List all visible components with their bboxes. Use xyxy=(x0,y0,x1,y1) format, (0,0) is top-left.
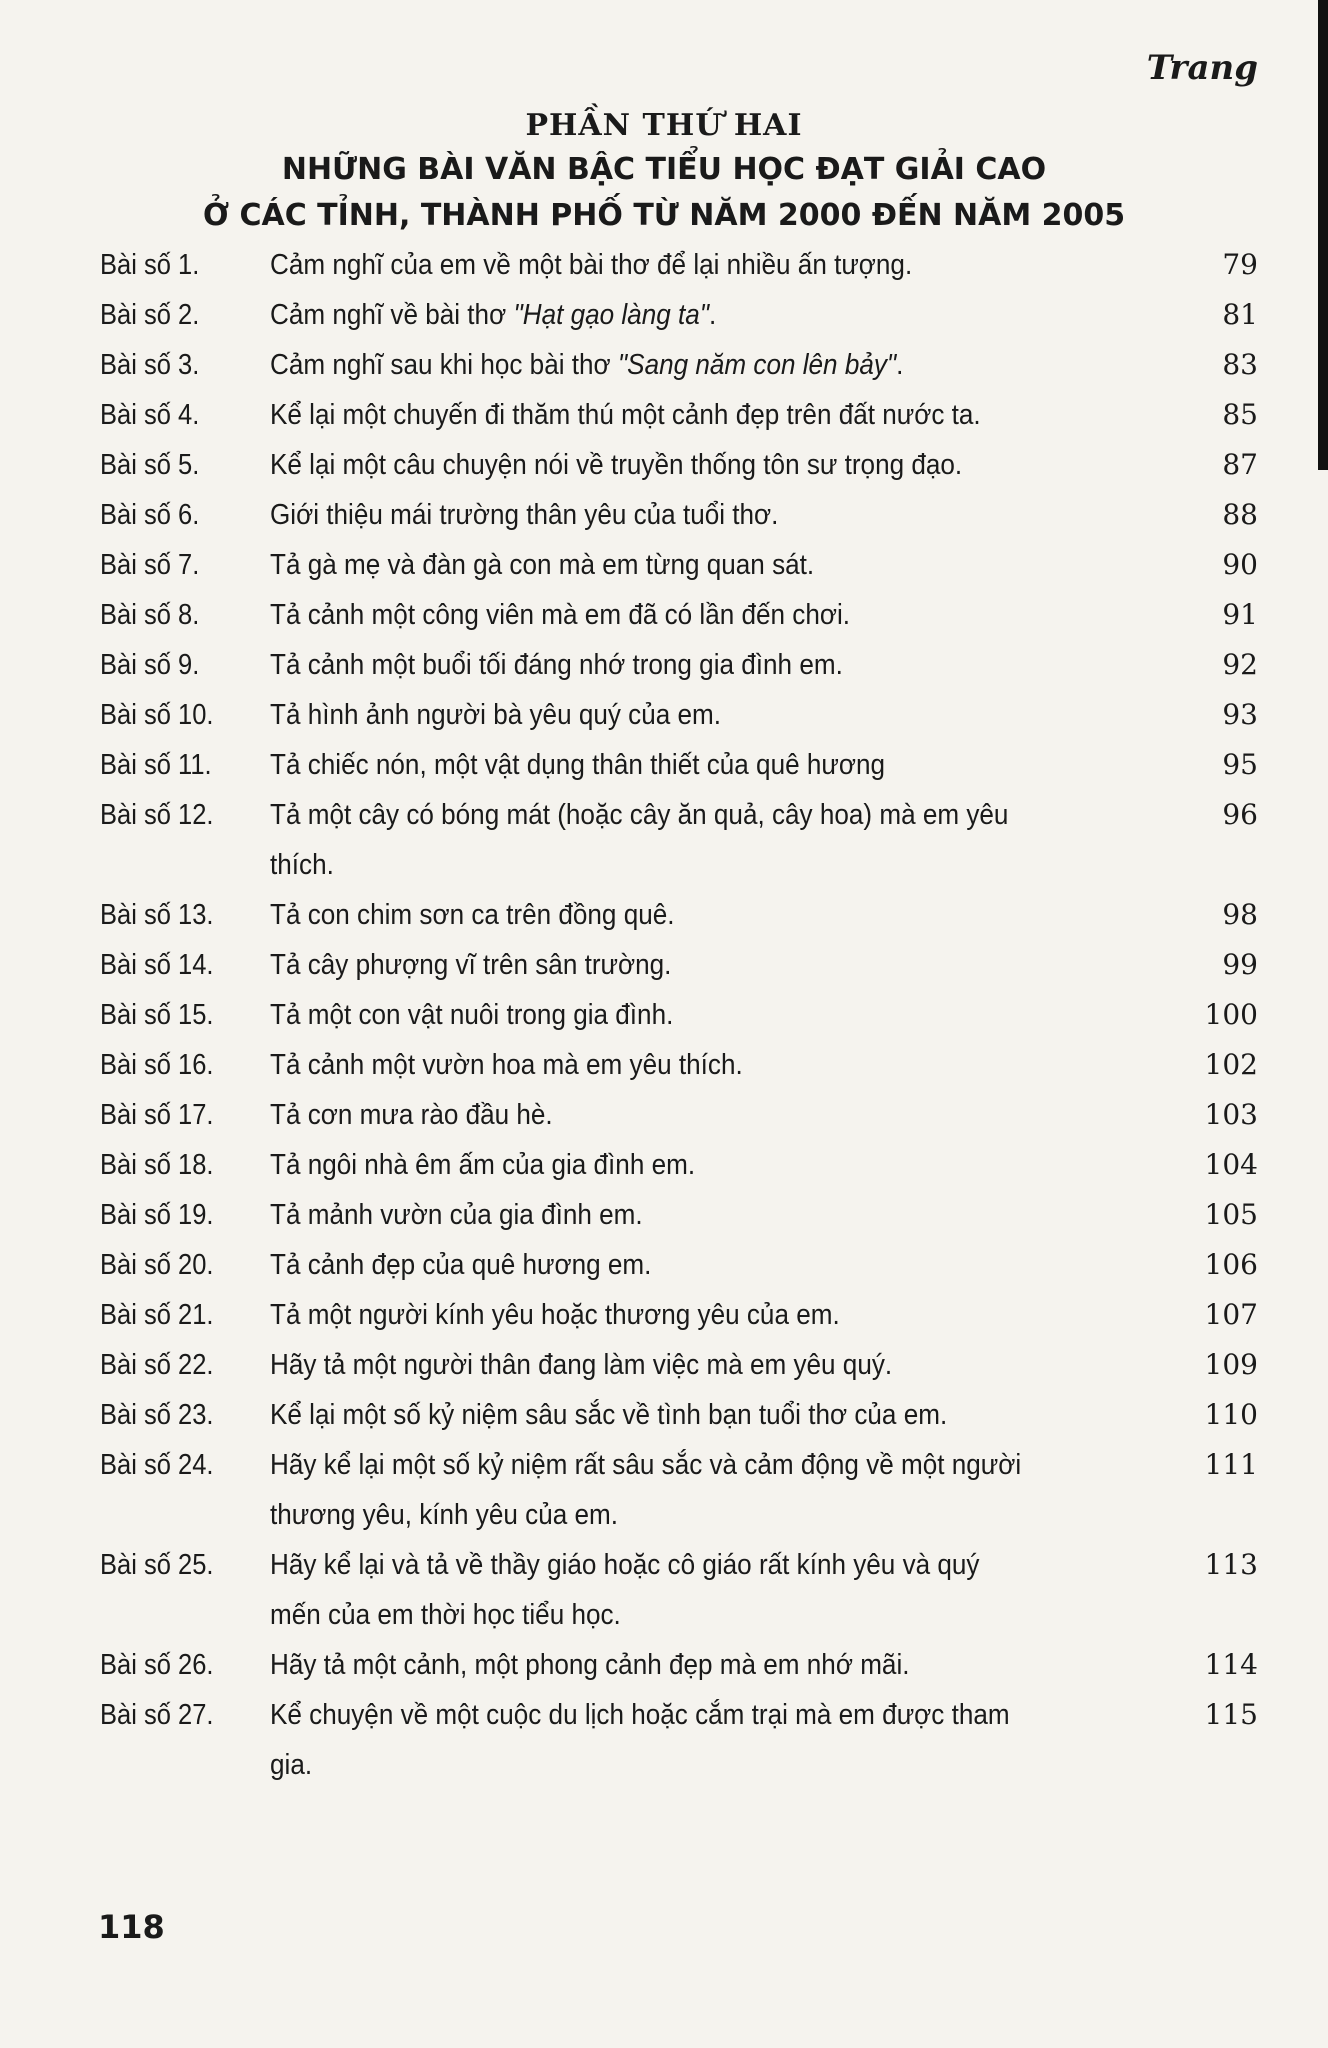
toc-entry xyxy=(0,1290,1328,1340)
page-column-label: Trang xyxy=(1146,48,1258,88)
entry-page-number: 91 xyxy=(1222,598,1258,631)
toc-entry xyxy=(0,540,1328,590)
entry-page-number: 90 xyxy=(1222,548,1258,581)
entry-title: Tả gà mẹ và đàn gà con mà em từng quan sát. xyxy=(270,549,815,581)
entry-number: Bài số 19. xyxy=(100,1199,214,1231)
entry-number: Bài số 12. xyxy=(100,799,214,831)
entry-page-number: 96 xyxy=(1222,798,1258,831)
entry-number: Bài số 7. xyxy=(100,549,200,581)
entry-page-number: 115 xyxy=(1204,1698,1258,1731)
entry-title-text: . xyxy=(896,349,904,381)
entry-number: Bài số 9. xyxy=(100,649,200,681)
entry-page-number: 109 xyxy=(1204,1348,1258,1381)
toc-entry xyxy=(0,440,1328,490)
section-title-line-1: NHỮNG BÀI VĂN BẬC TIỂU HỌC ĐẠT GIẢI CAO xyxy=(281,152,1047,187)
entry-number: Bài số 5. xyxy=(100,449,200,481)
entry-number: Bài số 26. xyxy=(100,1649,214,1681)
entry-title: Tả hình ảnh người bà yêu quý của em. xyxy=(270,699,722,731)
entry-title: Kể lại một chuyến đi thăm thú một cảnh đẹp trên đất nước ta. xyxy=(270,399,981,431)
entry-page-number: 110 xyxy=(1204,1398,1258,1431)
toc-entry xyxy=(0,590,1328,640)
entry-page-number: 102 xyxy=(1204,1048,1258,1081)
toc-entry xyxy=(0,1040,1328,1090)
entry-number: Bài số 23. xyxy=(100,1399,214,1431)
entry-quoted-title: "Hạt gạo làng ta" xyxy=(513,299,710,331)
entry-title-text: Cảm nghĩ về bài thơ xyxy=(270,299,514,331)
entry-number: Bài số 4. xyxy=(100,399,200,431)
part-heading: PHẦN THỨ HAI xyxy=(525,108,803,143)
entry-page-number: 88 xyxy=(1222,498,1258,531)
toc-entry xyxy=(0,1690,1328,1790)
entry-title: Tả một cây có bóng mát (hoặc cây ăn quả, cây hoa) mà em yêu thích. xyxy=(270,799,1009,881)
entry-title-text: Cảm nghĩ sau khi học bài thơ xyxy=(270,349,618,381)
toc-entry xyxy=(0,640,1328,690)
toc-entry xyxy=(0,390,1328,440)
entry-page-number: 79 xyxy=(1222,248,1258,281)
toc-entry xyxy=(0,1140,1328,1190)
toc-entry xyxy=(0,1190,1328,1240)
entry-page-number: 105 xyxy=(1204,1198,1258,1231)
toc-entry xyxy=(0,690,1328,740)
toc-entry xyxy=(0,1540,1328,1640)
entry-title: Tả cảnh một buổi tối đáng nhớ trong gia đình em. xyxy=(270,649,843,681)
entry-title: Hãy kể lại một số kỷ niệm rất sâu sắc và cảm động về một người thương yêu, kính yêu của em. xyxy=(270,1449,1022,1531)
entry-title xyxy=(270,340,1026,390)
entry-page-number: 103 xyxy=(1204,1098,1258,1131)
entry-title: Kể lại một câu chuyện nói về truyền thống tôn sư trọng đạo. xyxy=(270,449,963,481)
entry-quoted-title: "Sang năm con lên bảy" xyxy=(617,349,897,381)
toc-entry xyxy=(0,290,1328,340)
toc-entry xyxy=(0,1640,1328,1690)
entry-number: Bài số 6. xyxy=(100,499,200,531)
entry-number: Bài số 18. xyxy=(100,1149,214,1181)
entry-number: Bài số 15. xyxy=(100,999,214,1031)
entry-title: Kể lại một số kỷ niệm sâu sắc về tình bạn tuổi thơ của em. xyxy=(270,1399,948,1431)
entry-title xyxy=(270,290,1026,340)
entry-title: Cảm nghĩ của em về một bài thơ để lại nhiều ấn tượng. xyxy=(270,249,913,281)
toc-entry xyxy=(0,1440,1328,1540)
entry-page-number: 111 xyxy=(1204,1448,1258,1481)
entry-number: Bài số 16. xyxy=(100,1049,214,1081)
entry-page-number: 114 xyxy=(1204,1648,1258,1681)
toc-entry xyxy=(0,790,1328,890)
entry-number: Bài số 13. xyxy=(100,899,214,931)
toc-entry xyxy=(0,1340,1328,1390)
entry-number: Bài số 21. xyxy=(100,1299,214,1331)
entry-page-number: 99 xyxy=(1222,948,1258,981)
section-title-line-2: Ở CÁC TỈNH, THÀNH PHỐ TỪ NĂM 2000 ĐẾN NĂM 2005 xyxy=(202,198,1126,233)
entry-number: Bài số 2. xyxy=(100,299,200,331)
toc-entry xyxy=(0,1390,1328,1440)
entry-title: Tả chiếc nón, một vật dụng thân thiết của quê hương xyxy=(270,749,885,781)
entry-page-number: 107 xyxy=(1204,1298,1258,1331)
entry-page-number: 87 xyxy=(1222,448,1258,481)
entry-title: Hãy tả một người thân đang làm việc mà em yêu quý. xyxy=(270,1349,893,1381)
toc-entry xyxy=(0,340,1328,390)
entry-number: Bài số 10. xyxy=(100,699,214,731)
entry-number: Bài số 3. xyxy=(100,349,200,381)
entry-page-number: 113 xyxy=(1204,1548,1258,1581)
entry-page-number: 93 xyxy=(1222,698,1258,731)
entry-title: Hãy tả một cảnh, một phong cảnh đẹp mà em nhớ mãi. xyxy=(270,1649,910,1681)
entry-page-number: 106 xyxy=(1204,1248,1258,1281)
entry-title: Tả cảnh đẹp của quê hương em. xyxy=(270,1249,652,1281)
entry-number: Bài số 11. xyxy=(100,749,212,781)
entry-number: Bài số 14. xyxy=(100,949,214,981)
entry-title: Hãy kể lại và tả về thầy giáo hoặc cô giáo rất kính yêu và quý mến của em thời học tiểu học. xyxy=(270,1549,980,1631)
entry-number: Bài số 8. xyxy=(100,599,200,631)
toc-entry xyxy=(0,990,1328,1040)
entry-page-number: 100 xyxy=(1204,998,1258,1031)
entry-title: Giới thiệu mái trường thân yêu của tuổi thơ. xyxy=(270,499,779,531)
toc-entry xyxy=(0,1090,1328,1140)
toc-entry xyxy=(0,890,1328,940)
entry-title: Tả một người kính yêu hoặc thương yêu của em. xyxy=(270,1299,840,1331)
entry-number: Bài số 1. xyxy=(100,249,200,281)
entry-page-number: 83 xyxy=(1222,348,1258,381)
entry-number: Bài số 27. xyxy=(100,1699,214,1731)
entry-number: Bài số 22. xyxy=(100,1349,214,1381)
entry-page-number: 98 xyxy=(1222,898,1258,931)
entry-page-number: 85 xyxy=(1222,398,1258,431)
toc-entry xyxy=(0,940,1328,990)
entry-page-number: 104 xyxy=(1204,1148,1258,1181)
entry-title: Tả cơn mưa rào đầu hè. xyxy=(270,1099,553,1131)
entry-title: Tả cảnh một vườn hoa mà em yêu thích. xyxy=(270,1049,743,1081)
entry-number: Bài số 17. xyxy=(100,1099,214,1131)
entry-number: Bài số 20. xyxy=(100,1249,214,1281)
entry-title: Tả cây phượng vĩ trên sân trường. xyxy=(270,949,672,981)
entry-title: Tả ngôi nhà êm ấm của gia đình em. xyxy=(270,1149,696,1181)
toc-entry xyxy=(0,240,1328,290)
table-of-contents xyxy=(0,240,1328,1790)
entry-page-number: 92 xyxy=(1222,648,1258,681)
toc-entry xyxy=(0,490,1328,540)
entry-page-number: 81 xyxy=(1222,298,1258,331)
entry-title: Tả mảnh vườn của gia đình em. xyxy=(270,1199,643,1231)
entry-number: Bài số 24. xyxy=(100,1449,214,1481)
page-number: 118 xyxy=(98,1908,165,1946)
entry-title: Tả con chim sơn ca trên đồng quê. xyxy=(270,899,675,931)
toc-entry xyxy=(0,1240,1328,1290)
entry-title: Kể chuyện về một cuộc du lịch hoặc cắm trại mà em được tham gia. xyxy=(270,1699,1010,1781)
toc-entry xyxy=(0,740,1328,790)
entry-title: Tả một con vật nuôi trong gia đình. xyxy=(270,999,674,1031)
entry-title-text: . xyxy=(709,299,717,331)
entry-title: Tả cảnh một công viên mà em đã có lần đến chơi. xyxy=(270,599,851,631)
entry-number: Bài số 25. xyxy=(100,1549,214,1581)
entry-page-number: 95 xyxy=(1222,748,1258,781)
